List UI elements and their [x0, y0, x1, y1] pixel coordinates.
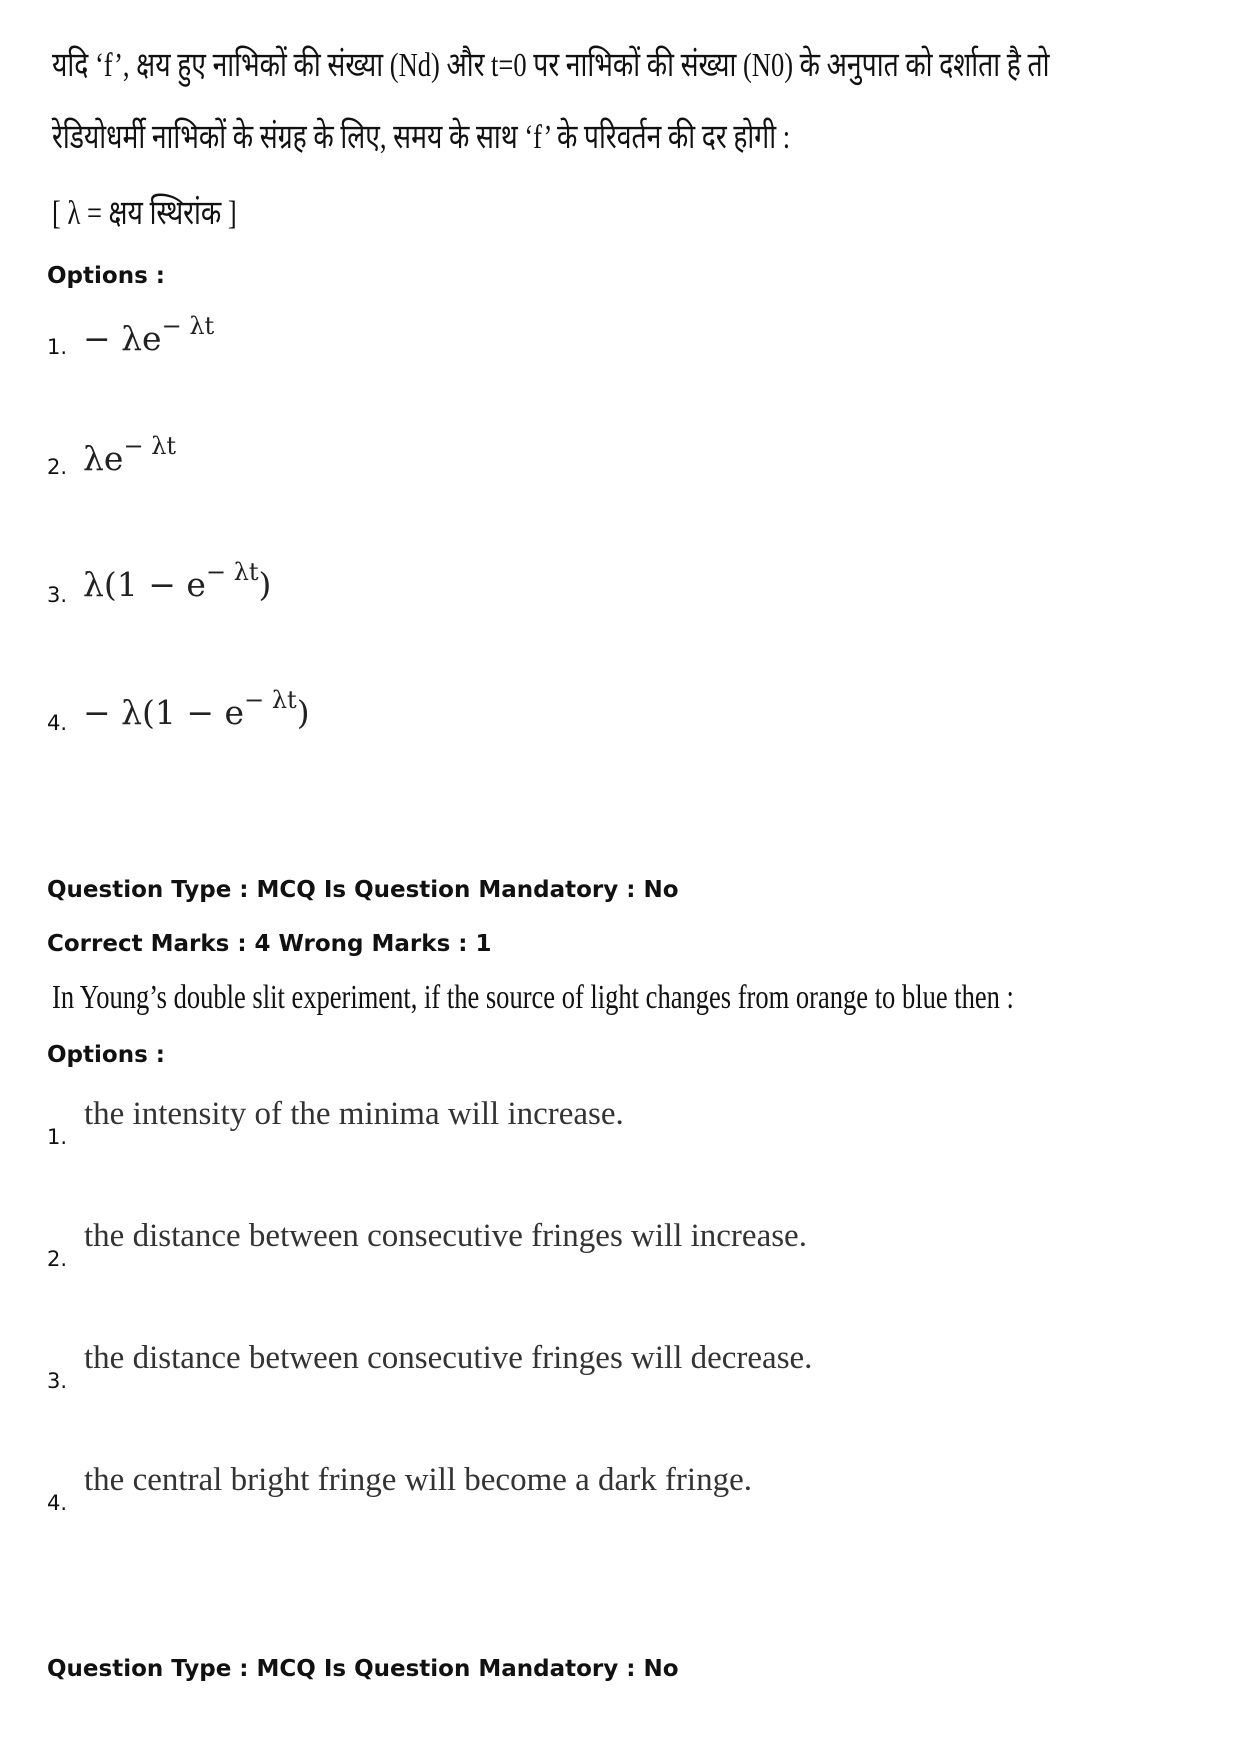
option-number: 2. [47, 455, 68, 479]
question-type-line: Question Type : MCQ Is Question Mandatory : No [47, 1656, 679, 1682]
option-number: 3. [47, 583, 68, 607]
question1-constant-note: [ λ = क्षय स्थिरांक ] [52, 195, 237, 232]
question1-line2: रेडियोधर्मी नाभिकों के संग्रह के लिए, समय के साथ ‘f’ के परिवर्तन की दर होगी : [52, 119, 791, 156]
option-formula: $\lambda e^{- \lambda t}$ [83, 432, 177, 478]
marks-line: Correct Marks : 4 Wrong Marks : 1 [47, 931, 492, 957]
option-formula: − $\lambda(1 - e^{- \lambda t})$ [83, 686, 310, 732]
option-text: the intensity of the minima will increase. [84, 1096, 624, 1132]
option-number: 4. [47, 711, 68, 735]
option-formula: $\lambda(1 - e^{- \lambda t})$ [83, 558, 272, 604]
question2-options-label: Options : [47, 1042, 165, 1068]
option-formula: − $\lambda e^{- \lambda t}$ [83, 312, 215, 358]
question2-text: In Young’s double slit experiment, if the source of light changes from orange to blue then : [52, 979, 1014, 1016]
option-number: 1. [47, 335, 68, 359]
option-text: the distance between consecutive fringes will decrease. [84, 1340, 813, 1376]
option-number: 2. [47, 1247, 68, 1271]
option-number: 4. [47, 1491, 68, 1515]
question1-options-label: Options : [47, 263, 165, 289]
question1-line1: यदि ‘f’, क्षय हुए नाभिकों की संख्या (Nd) और t=0 पर नाभिकों की संख्या (N0) के अनुपात को दर्शाता है तो [52, 47, 1050, 84]
option-text: the central bright fringe will become a dark fringe. [84, 1462, 752, 1498]
option-number: 3. [47, 1369, 68, 1393]
option-number: 1. [47, 1125, 68, 1149]
question-type-line: Question Type : MCQ Is Question Mandatory : No [47, 877, 679, 903]
option-text: the distance between consecutive fringes will increase. [84, 1218, 807, 1254]
